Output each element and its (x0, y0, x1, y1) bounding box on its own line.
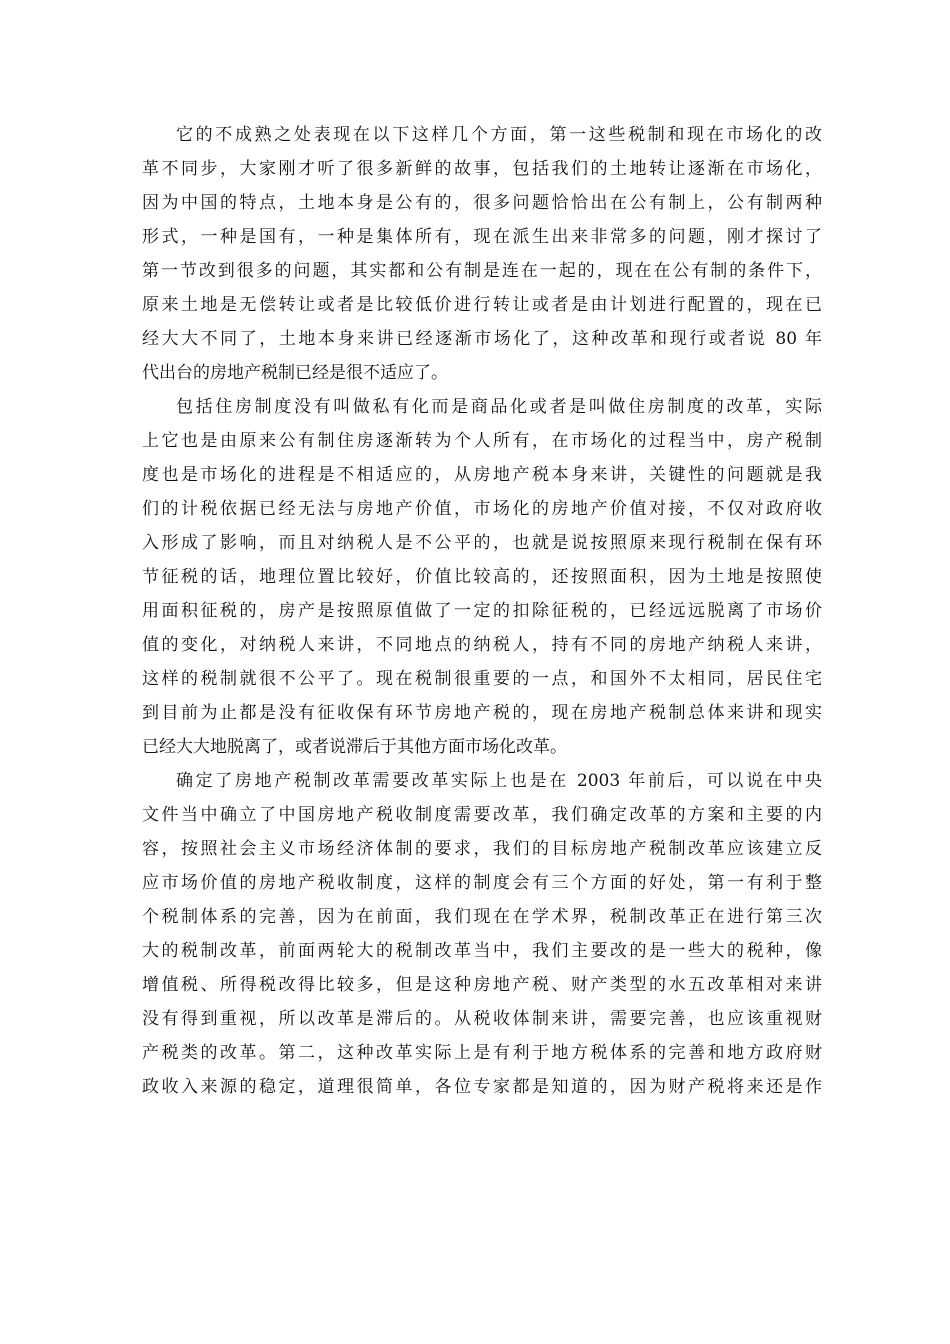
text-line: 代出台的房地产税制已经是很不适应了。 (142, 363, 448, 383)
text-line: 大的税制改革，前面两轮大的税制改革当中，我们主要改的是一些大的税种，像 (142, 941, 822, 961)
text-line: 没有得到重视，所以改革是滞后的。从税收体制来讲，需要完善，也应该重视财 (142, 1009, 822, 1029)
text-line: 文件当中确立了中国房地产税收制度需要改革，我们确定改革的方案和主要的内 (142, 805, 822, 825)
text-line: 节征税的话，地理位置比较好，价值比较高的，还按照面积，因为土地是按照使 (142, 567, 822, 587)
text-line: 个税制体系的完善，因为在前面，我们现在在学术界，税制改革正在进行第三次 (142, 907, 822, 927)
text-line: 革不同步，大家刚才听了很多新鲜的故事，包括我们的土地转让逐渐在市场化， (142, 159, 822, 179)
text-line: 们的计税依据已经无法与房地产价值，市场化的房地产价值对接，不仅对政府收 (142, 499, 822, 519)
text-line: 用面积征税的，房产是按照原值做了一定的扣除征税的，已经远远脱离了市场价 (142, 601, 822, 621)
text-line: 增值税、所得税改得比较多，但是这种房地产税、财产类型的水五改革相对来讲 (142, 975, 822, 995)
text-line: 这样的税制就很不公平了。现在税制很重要的一点，和国外不太相同，居民住宅 (142, 669, 822, 689)
paragraph-1 (142, 118, 822, 390)
text-line: 已经大大地脱离了，或者说滞后于其他方面市场化改革。 (142, 737, 567, 757)
text-line: 应市场价值的房地产税收制度，这样的制度会有三个方面的好处，第一有利于整 (142, 873, 822, 893)
text-line: 第一节改到很多的问题，其实都和公有制是连在一起的，现在在公有制的条件下， (142, 261, 822, 281)
text-line: 到目前为止都是没有征收保有环节房地产税的，现在房地产税制总体来讲和现实 (142, 703, 822, 723)
text-line: 形式，一种是国有，一种是集体所有，现在派生出来非常多的问题，刚才探讨了 (142, 227, 822, 247)
paragraph-2 (142, 390, 822, 764)
text-line: 它的不成熟之处表现在以下这样几个方面，第一这些税制和现在市场化的改 (176, 125, 822, 145)
text-line: 入形成了影响，而且对纳税人是不公平的，也就是说按照原来现行税制在保有环 (142, 533, 822, 553)
paragraph-3 (142, 764, 822, 1104)
text-line: 度也是市场化的进程是不相适应的，从房地产税本身来讲，关键性的问题就是我 (142, 465, 822, 485)
text-line: 上它也是由原来公有制住房逐渐转为个人所有，在市场化的过程当中，房产税制 (142, 431, 822, 451)
text-line: 产税类的改革。第二，这种改革实际上是有利于地方税体系的完善和地方政府财 (142, 1043, 822, 1063)
body-text (142, 118, 822, 1104)
text-line: 原来土地是无偿转让或者是比较低价进行转让或者是由计划进行配置的，现在已 (142, 295, 822, 315)
text-line: 容，按照社会主义市场经济体制的要求，我们的目标房地产税制改革应该建立反 (142, 839, 822, 859)
text-line: 值的变化，对纳税人来讲，不同地点的纳税人，持有不同的房地产纳税人来讲， (142, 635, 822, 655)
text-line: 经大大不同了，土地本身来讲已经逐渐市场化了，这种改革和现行或者说 80 年 (142, 329, 822, 349)
text-line: 确定了房地产税制改革需要改革实际上也是在 2003 年前后，可以说在中央 (176, 771, 822, 791)
text-line: 包括住房制度没有叫做私有化而是商品化或者是叫做住房制度的改革，实际 (176, 397, 822, 417)
text-line: 政收入来源的稳定，道理很简单，各位专家都是知道的，因为财产税将来还是作 (142, 1077, 822, 1097)
text-line: 因为中国的特点，土地本身是公有的，很多问题恰恰出在公有制上，公有制两种 (142, 193, 822, 213)
